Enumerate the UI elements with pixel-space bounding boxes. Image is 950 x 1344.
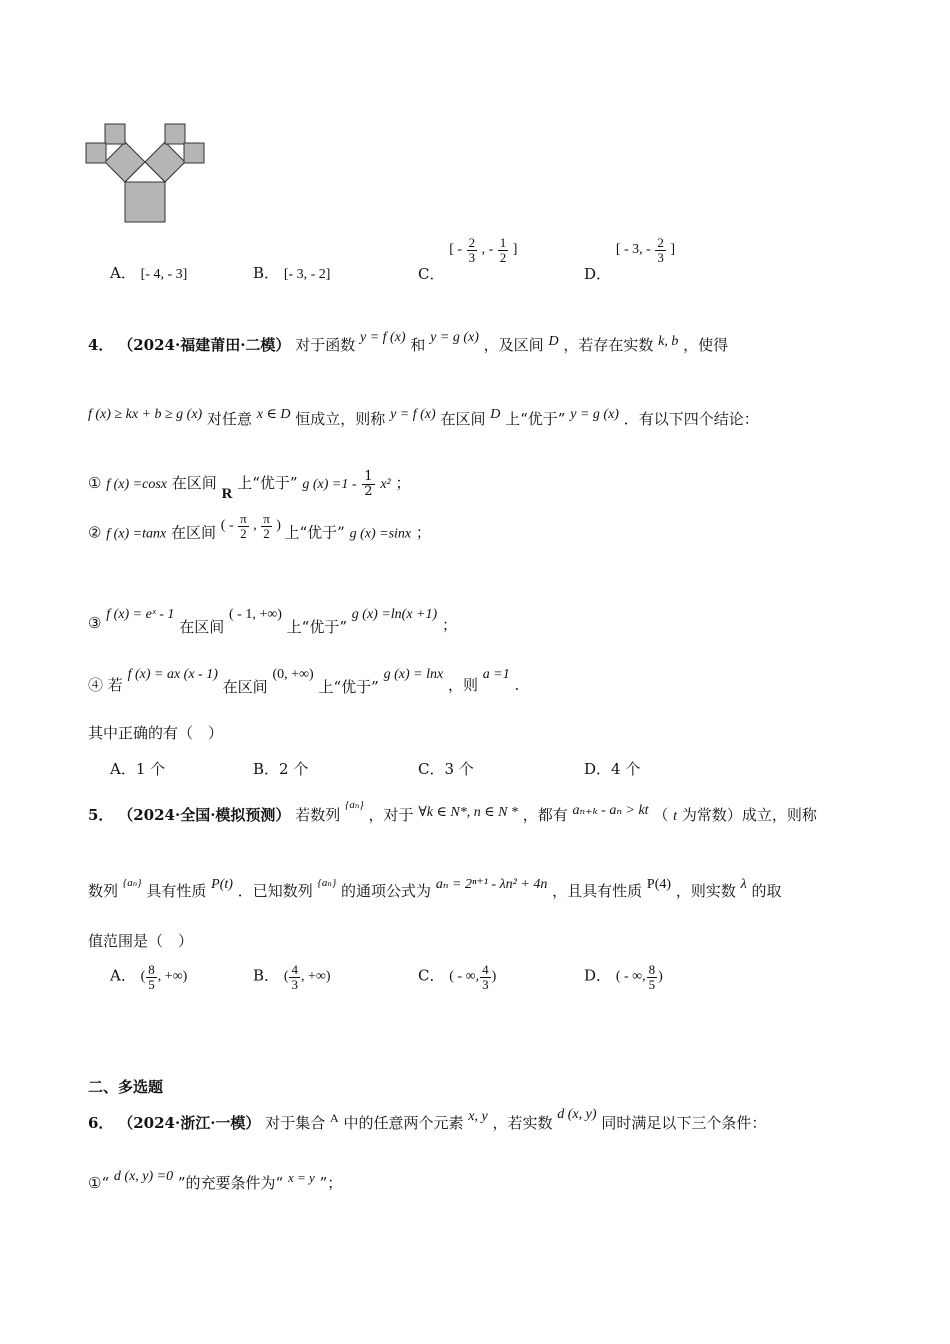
q4-option-c[interactable]: C．3 个 [418,760,474,778]
figure-right-side-square [184,143,204,163]
fraction: $\frac{\pi}{2}$ [263,511,270,541]
q5-line-2: 数列 $^{\{a_n\}}$ 具有性质 P(t) ．已知数列 $^{\{a_n\}}$ 的通项公式为 aₙ = 2ⁿ⁺¹ - λn² + 4n ，且具有性质 P(4) ，则实数 λ 的取 [88,877,782,900]
q5-line-1: 5． （2024·全国·模拟预测） 若数列 $^{\{a_n\}}$ ，对于 ∀k ∈ N*, n ∈ N * ，都有 aₙ₊ₖ - aₙ > kt （ t 为常数）成立，则称 [88,799,817,824]
q5-option-c[interactable]: C． ( - ∞, $\frac{4}{3}$ ) [418,962,497,992]
q3-option-d[interactable]: D． [ - 3, - $\frac{2}{3}$ ] [584,235,675,284]
fraction: $\frac{1}{2}$ [364,469,373,499]
fraction: $\frac{\pi}{2}$ [240,511,247,541]
fraction: $\frac{8}{5}$ [148,962,155,992]
q3-option-a[interactable]: A． [- 4, - 3] [110,264,188,282]
q4-option-b[interactable]: B．2 个 [253,760,309,778]
q4-option-a[interactable]: A．1 个 [110,760,166,778]
fraction: $\frac{2}{3}$ [468,235,476,265]
q4-line-2: f (x) ≥ kx + b ≥ g (x) 对任意 x ∈ D 恒成立，则称 y = f (x) 在区间 D 上“优于” y = g (x) ．有以下四个结论： [88,407,759,428]
figure-right-top-square [165,124,185,144]
q3-option-c[interactable]: C． [ - $\frac{2}{3}$ , - $\frac{1}{2}$ ] [418,235,518,284]
fraction: $\frac{1}{2}$ [499,235,507,265]
q5-option-a[interactable]: A． ( $\frac{8}{5}$ , +∞) [110,962,188,992]
figure-big-square [125,182,165,222]
q4-statement-3: ③ f (x) = eˣ - 1 在区间 ( - 1, +∞) 上“优于” g (x) =ln(x +1) ； [88,607,457,636]
fraction: $\frac{8}{5}$ [648,962,656,992]
q4-line-1: 4． （2024·福建莆田·二模） 对于函数 y = f (x) 和 y = g (x) ，及区间 D ，若存在实数 k, b ，使得 [88,330,729,354]
section-title: 二、多选题 [88,1078,164,1096]
fraction: $\frac{4}{3}$ [291,962,298,992]
q6-line-1: 6． （2024·浙江·一模） 对于集合 $^A$ 中的任意两个元素 x, y ，若实数 d (x, y) 同时满足以下三个条件： [88,1107,767,1132]
q6-condition-1: ①“ d (x, y) =0 ”的充要条件为“ x = y ”； [88,1169,343,1192]
q4-question: 其中正确的有（ ） [88,724,224,742]
figure-left-side-square [86,143,106,163]
q5-line-3: 值范围是（ ） [88,932,194,950]
q4-option-d[interactable]: D．4 个 [584,760,641,778]
fraction: $\frac{4}{3}$ [482,962,489,992]
q3-option-b[interactable]: B． [- 3, - 2] [253,264,331,282]
q4-statement-2: ② f (x) =tanx 在区间 ( - $\frac{\pi}{2}$ , $\frac{\pi}{2}$ ) 上“优于” g (x) =sinx ； [88,511,431,542]
figure-left-top-square [105,124,125,144]
q5-option-b[interactable]: B． ( $\frac{4}{3}$ , +∞) [253,962,331,992]
fraction: $\frac{2}{3}$ [657,235,664,265]
squares-figure [84,122,206,224]
q5-option-d[interactable]: D． ( - ∞, $\frac{8}{5}$ ) [584,962,663,992]
q4-statement-1: ① f (x) =cosx 在区间 R 上“优于” g (x) =1 - $\frac{1}{2}$ x² ； [88,469,411,503]
q4-statement-4: ④ 若 f (x) = ax (x - 1) 在区间 (0, +∞) 上“优于” g (x) = lnx ，则 a =1 . [88,667,520,696]
